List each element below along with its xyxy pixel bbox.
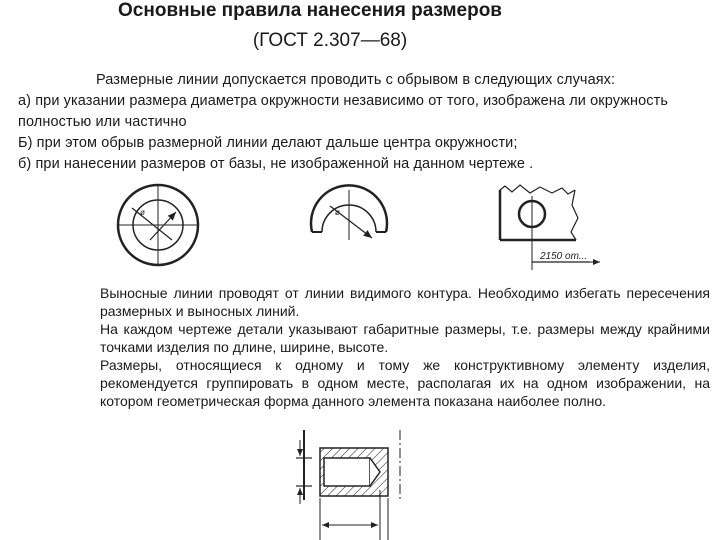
- figure-partial-circle-diameter: [311, 185, 387, 240]
- svg-text:ø: ø: [140, 208, 145, 217]
- item-b-lower: б) при нанесении размеров от базы, не изображенной на данном чертеже .: [18, 156, 534, 172]
- item-b-capital: Б) при этом обрыв размерной линии делают дальше центра окружности;: [18, 135, 518, 151]
- page-subtitle: (ГОСТ 2.307—68): [252, 30, 408, 51]
- svg-text:ø: ø: [335, 208, 340, 217]
- item-a: а) при указании размера диаметра окружности независимо от того, изображена ли окружность полностью или частично: [18, 93, 669, 130]
- section-extension-lines: [22, 284, 710, 410]
- figure-full-circle-diameter: [118, 185, 198, 265]
- intro-paragraph: Размерные линии допускается проводить с обрывом в следующих случаях:: [96, 72, 616, 88]
- paragraph-overall-dimensions: На каждом чертеже детали указывают габаритные размеры, т.е. размеры между крайними точками изделия по длине, ширине, высоте.: [100, 321, 710, 355]
- dimension-label: 2150 от...: [540, 251, 588, 262]
- page-title: Основные правила нанесения размеров: [118, 0, 502, 21]
- figure-hole-dimensions: [296, 430, 400, 540]
- paragraph-extension-lines: Выносные линии проводят от линии видимого контура. Необходимо избегать пересечения размерных и выносных линий.: [100, 285, 710, 319]
- paragraph-grouping: Размеры, относящиеся к одному и тому же конструктивному элементу изделия, рекомендуется группировать в одном месте, располагая их на одном изображении, на котором геометрическая форма данного элемента показана наиболее полно.: [100, 357, 710, 409]
